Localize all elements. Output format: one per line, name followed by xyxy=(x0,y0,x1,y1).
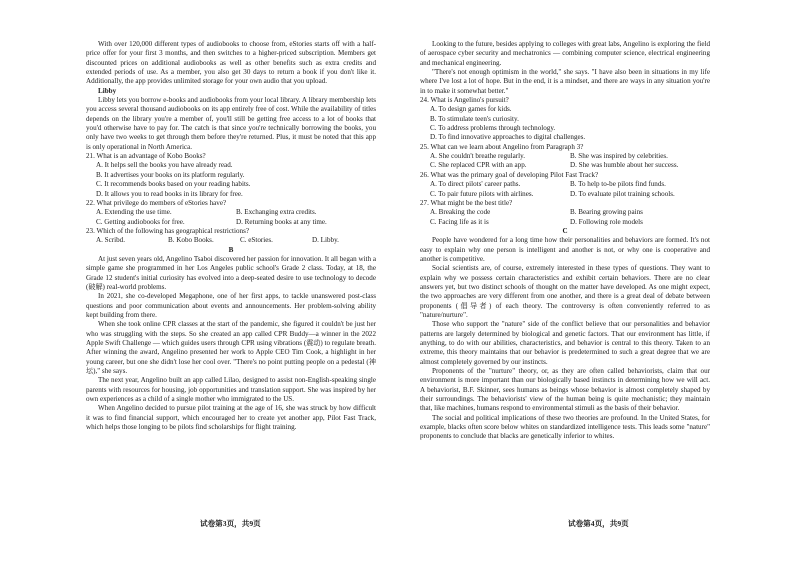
question-27: 27. What might be the best title? xyxy=(420,198,513,207)
question-25-options xyxy=(420,152,710,171)
option-27-c: C. Facing life as it is xyxy=(430,217,489,226)
question-26-options xyxy=(420,180,710,199)
option-27-a: A. Breaking the code xyxy=(430,208,491,217)
option-27-d: D. Following role models xyxy=(570,217,643,226)
question-27-options xyxy=(420,208,710,227)
question-22-options xyxy=(86,208,376,227)
left-column xyxy=(86,40,376,432)
passage-c-paragraph-3: Those who support the "nature" side of the conflict believe that our personalities and behavior patterns are largely determined by biological and genetic factors. That our environment has little, if anything, to do with our abilities, characteristics, and behavior is central to this theory. Taken to an extreme, this theory maintains that our behavior is predetermined to such a great degree that we are almost completely governed by our instincts. xyxy=(420,320,710,366)
question-25: 25. What can we learn about Angelino from Paragraph 3? xyxy=(420,142,584,151)
option-25-a: A. She couldn't breathe regularly. xyxy=(430,152,525,161)
option-24-d: D. To find innovative approaches to digital challenges. xyxy=(430,133,586,142)
passage-b-paragraph-3: When she took online CPR classes at the start of the pandemic, she figured it couldn't be just her who was struggling with the steps. So she created an app called CPR Buddy—a winner in the 2022 Apple Swift Challenge — which guides users through CPR using vibrations (震动) to regulate breath. After winning the award, Angelino presented her work to Apple CEO Tim Cook, a highlight in her young career, but one she didn't lose her cool over. "There's no point putting people on a pedestal (神坛)," she says. xyxy=(86,320,376,376)
page-footer-right: 试卷第4页，共9页 xyxy=(568,519,629,528)
option-21-a: A. It helps sell the books you have already read. xyxy=(96,161,233,170)
option-26-c: C. To pair future pilots with airlines. xyxy=(430,189,534,198)
passage-b-paragraph-7: "There's not enough optimism in the world," she says. "I have also been in situations in my life where I've lost a lot of hope. But in the end, it is a mindset, and there are ways in any situation you're in to make it somewhat better." xyxy=(420,68,710,95)
option-22-a: A. Extending the use time. xyxy=(96,208,172,217)
option-26-d: D. To evaluate pilot training schools. xyxy=(570,189,675,198)
passage-c-paragraph-4: Proponents of the "nurture" theory, or, as they are often called behaviorists, claim that our environment is more important than our biologically based instincts in determining how we will act. A behaviorist, B.F. Skinner, sees humans as beings whose behavior is almost completely shaped by their surroundings. The behaviorists' view of the human being is quite mechanistic; they maintain that, like machines, humans respond to environmental stimuli as the basis of their behavior. xyxy=(420,367,710,413)
passage-c-paragraph-5: The social and political implications of these two theories are profound. In the United States, for example, blacks often score below whites on standardized intelligence tests. This leads some "nature" proponents to conclude that blacks are genetically inferior to whites. xyxy=(420,413,710,441)
estories-paragraph: With over 120,000 different types of audiobooks to choose from, eStories starts off with a half-price offer for your first 3 months, and then switches to a higher-priced subscription. Members get discounted prices on additional audiobooks as well as other benefits such as extra credits and extended periods of use. As a member, you also get 30 days to return a book if you don't like it. Additionally, the app provides unlimited storage for your own audio that you upload. xyxy=(86,40,376,86)
libby-paragraph: Libby lets you borrow e-books and audiobooks from your local library. A library membership lets you access several thousand audiobooks on its app entirely free of cost. While the availability of titles depends on the library you're a member of, you'll still be getting free access to a lot of books that you'd otherwise have to pay for. The catch is that since you're technically borrowing the books, you only have two weeks to get through them before they're returned. Plus, it must be noted that this app is only operational in North America. xyxy=(86,96,376,151)
option-22-b: B. Exchanging extra credits. xyxy=(236,208,317,217)
option-23-c: C. eStories. xyxy=(240,236,273,245)
option-26-a: A. To direct pilots' career paths. xyxy=(430,180,521,189)
libby-heading: Libby xyxy=(98,86,117,95)
option-24-b: B. To stimulate teen's curiosity. xyxy=(430,114,519,123)
option-21-b: B. It advertises your books on its platform regularly. xyxy=(96,170,245,179)
option-27-b: B. Bearing growing pains xyxy=(570,208,643,217)
option-23-d: D. Libby. xyxy=(312,236,339,245)
option-24-a: A. To design games for kids. xyxy=(430,105,512,114)
question-24-options xyxy=(420,105,710,142)
option-21-d: D. It allows you to read books in its library for free. xyxy=(96,189,243,198)
option-23-b: B. Kobo Books. xyxy=(168,236,214,245)
option-23-a: A. Scribd. xyxy=(96,236,125,245)
option-25-b: B. She was inspired by celebrities. xyxy=(570,152,668,161)
option-25-c: C. She replaced CPR with an app. xyxy=(430,161,527,170)
option-22-d: D. Returning books at any time. xyxy=(236,217,327,226)
question-26: 26. What was the primary goal of developing Pilot Fast Track? xyxy=(420,170,599,179)
passage-b-paragraph-6: Looking to the future, besides applying to colleges with great labs, Angelino is exploring the field of aerospace cyber security and mechatronics — combining computer science, electrical engineering and mechanical engineering. xyxy=(420,40,710,67)
right-column xyxy=(420,40,710,442)
question-24: 24. What is Angelino's pursuit? xyxy=(420,96,509,105)
page-footer-left: 试卷第3页，共9页 xyxy=(200,519,261,528)
question-22: 22. What privilege do members of eStories have? xyxy=(86,198,227,207)
passage-c-paragraph-2: Social scientists are, of course, extremely interested in these types of questions. They want to explain why we possess certain characteristics and exhibit certain behaviors. There are no clear answers yet, but two distinct schools of thought on the matter have developed. As one might expect, the two approaches are very different from one another, and there is a great deal of debate between proponents (倡导者) of each theory. The controversy is often conveniently referred to as "nature/nurture". xyxy=(420,264,710,319)
question-21-options xyxy=(86,161,376,198)
passage-b-paragraph-1: At just seven years old, Angelino Tsaboi discovered her passion for innovation. It all began with a simple game she programmed in her Los Angeles public school's Grade 2 class. Today, at 18, the Grade 12 student's initial curiosity has evolved into a deep-seated desire to use technology to decode (破解) real-world problems. xyxy=(86,254,376,291)
passage-c-paragraph-1: People have wondered for a long time how their personalities and behaviors are formed. It's not easy to explain why one person is intelligent and another is not, or why one is cooperative and another is competitive. xyxy=(420,236,710,263)
passage-b-paragraph-4: The next year, Angelino built an app called Lilao, designed to assist non-English-speaking single parents with resources for housing, job opportunities and translation support. She was inspired by her own experiences as a child of a single mother who immigrated to the US. xyxy=(86,376,376,404)
section-c-heading: C xyxy=(562,226,568,235)
option-22-c: C. Getting audiobooks for free. xyxy=(96,217,185,226)
question-21: 21. What is an advantage of Kobo Books? xyxy=(86,152,206,161)
passage-b-paragraph-5: When Angelino decided to pursue pilot training at the age of 16, she was struck by how difficult it was to find financial support, which encouraged her to create yet another app, Pilot Fast Track, which helps those longing to be pilots find scholarships for flight training. xyxy=(86,404,376,432)
section-b-heading: B xyxy=(228,245,234,254)
option-25-d: D. She was humble about her success. xyxy=(570,161,679,170)
option-21-c: C. It recommends books based on your reading habits. xyxy=(96,180,251,189)
question-23-options xyxy=(86,236,376,245)
option-24-c: C. To address problems through technology. xyxy=(430,124,556,133)
option-26-b: B. To help to-be pilots find funds. xyxy=(570,180,666,189)
passage-b-paragraph-2: In 2021, she co-developed Megaphone, one of her first apps, to tackle unanswered post-class questions and poor communication about events and announcements. Her problem-solving ability kept building from there. xyxy=(86,292,376,319)
question-23: 23. Which of the following has geographical restrictions? xyxy=(86,226,249,235)
